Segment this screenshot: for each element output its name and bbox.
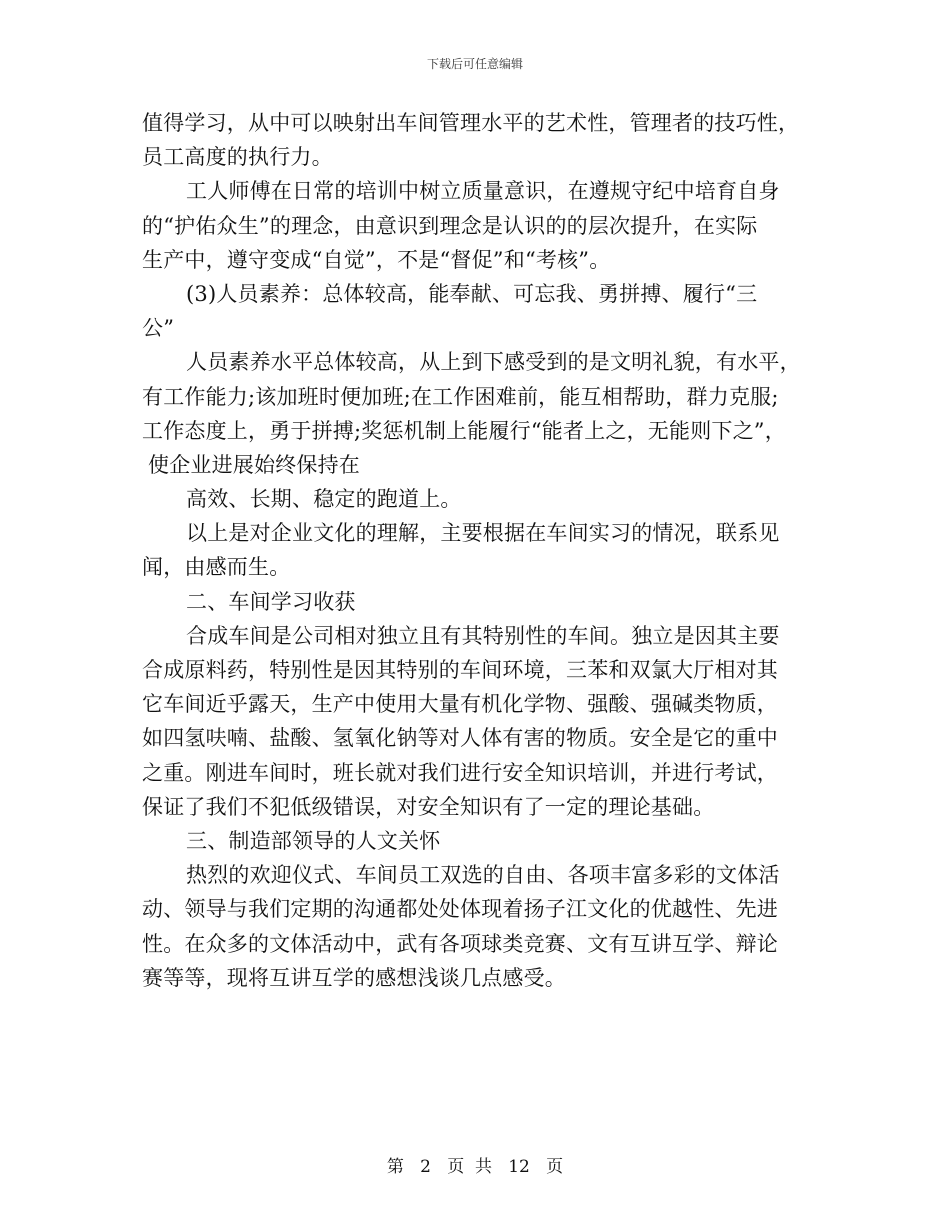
- body-line: 之重。刚进车间时，班长就对我们进行安全知识培训，并进行考试，: [142, 760, 778, 785]
- body-line: 合成车间是公司相对独立且有其特别性的车间。独立是因其主要: [186, 623, 780, 648]
- section-heading: 三、制造部领导的人文关怀: [186, 828, 441, 853]
- body-line: 它车间近乎露天，生产中使用大量有机化学物、强酸、强碱类物质，: [142, 692, 778, 717]
- body-line: 如四氢呋喃、盐酸、氢氧化钠等对人体有害的物质。安全是它的重中: [142, 726, 778, 751]
- body-line: 公”: [142, 316, 175, 341]
- header-text: 下载后可任意编辑: [426, 57, 523, 71]
- page-header: [0, 55, 950, 72]
- page-footer: [0, 1152, 950, 1177]
- body-line: 动、领导与我们定期的沟通都处处体现着扬子江文化的优越性、先进: [142, 897, 778, 922]
- body-line: 热烈的欢迎仪式、车间员工双选的自由、各项丰富多彩的文体活: [186, 863, 780, 888]
- body-line: 有工作能力;该加班时便加班;在工作困难前，能互相帮助，群力克服;: [142, 384, 779, 409]
- body-line: 值得学习，从中可以映射出车间管理水平的艺术性，管理者的技巧性，: [142, 111, 800, 135]
- body-line: 员工高度的执行力。: [142, 145, 333, 170]
- page-label-prefix: 第: [386, 1157, 404, 1177]
- body-line: 使企业进展始终保持在: [148, 452, 360, 477]
- total-pages-number: 12: [508, 1157, 530, 1177]
- body-line: 的“护佑众生”的理念，由意识到理念是认识的的层次提升，在实际: [142, 213, 758, 238]
- body-line: 合成原料药，特别性是因其特别的车间环境，三苯和双氯大厅相对其: [142, 658, 778, 682]
- body-line: 工人师傅在日常的培训中树立质量意识，在遵规守纪中培育自身: [186, 179, 780, 204]
- body-line: 以上是对企业文化的理解，主要根据在车间实习的情况，联系见: [186, 521, 780, 546]
- body-line: 生产中，遵守变成“自觉”，不是“督促”和“考核”。: [142, 247, 611, 272]
- document-body: [142, 106, 810, 995]
- section-heading: 二、车间学习收获: [186, 589, 356, 614]
- body-line: 保证了我们不犯低级错误，对安全知识有了一定的理论基础。: [142, 794, 715, 819]
- body-line: 高效、长期、稳定的跑道上。: [186, 487, 462, 512]
- current-page-number: 2: [420, 1157, 431, 1177]
- page-label-mid: 页 共: [447, 1157, 492, 1177]
- body-line: (3)人员素养：总体较高，能奉献、可忘我、勇拼搏、履行“三: [186, 281, 758, 306]
- page-label-suffix: 页: [546, 1157, 564, 1177]
- body-line: 工作态度上，勇于拼搏;奖惩机制上能履行“能者上之，无能则下之”，: [142, 418, 786, 443]
- body-line: 赛等等，现将互讲互学的感想浅谈几点感受。: [142, 965, 566, 990]
- body-line: 性。在众多的文体活动中，武有各项球类竞赛、文有互讲互学、辩论: [142, 931, 778, 956]
- body-line: 闻，由感而生。: [142, 555, 291, 580]
- body-line: 人员素养水平总体较高，从上到下感受到的是文明礼貌，有水平，: [186, 350, 801, 375]
